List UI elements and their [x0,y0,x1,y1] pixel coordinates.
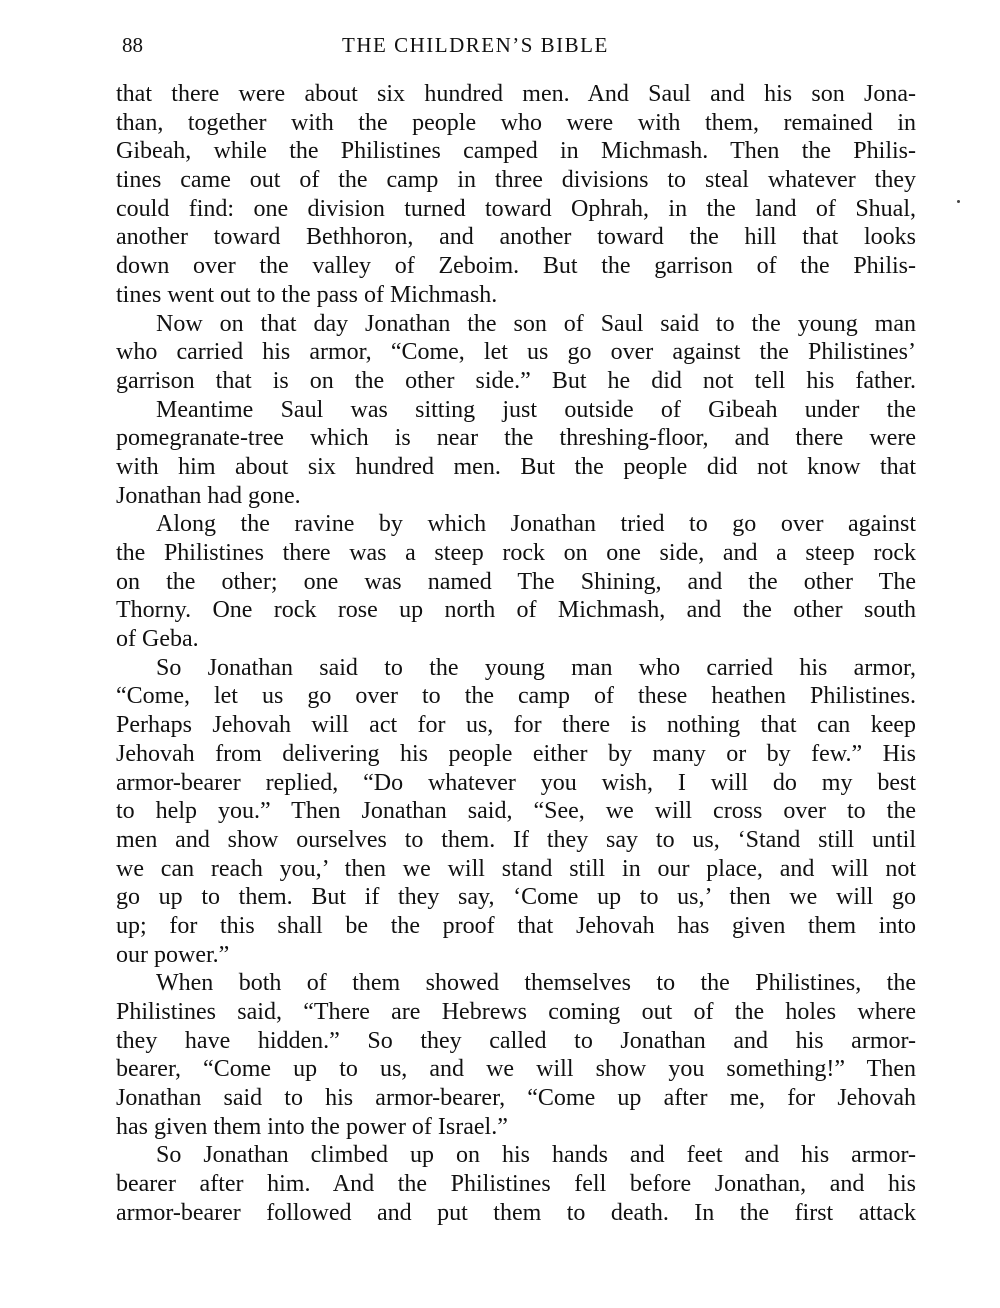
text-line: with him about six hundred men. But the people did not know that [116,453,916,480]
text-line: men and show ourselves to them. If they say to us, ‘Stand still until [116,826,916,853]
text-line: armor-bearer followed and put them to death. In the first attack [116,1199,916,1226]
text-line: down over the valley of Zeboim. But the garrison of the Philis- [116,253,916,280]
running-title: THE CHILDREN’S BIBLE [342,33,609,57]
text-line: pomegranate-tree which is near the threshing-floor, and there were [116,425,916,452]
page-number: 88 [122,33,143,57]
text-line: bearer after him. And the Philistines fell before Jonathan, and his [116,1171,916,1198]
text-line: to help you.” Then Jonathan said, “See, we will cross over to the [116,798,916,825]
text-line: they have hidden.” So they called to Jonathan and his armor- [116,1027,916,1054]
text-line: on the other; one was named The Shining, and the other The [116,568,916,595]
page-header [122,28,912,62]
text-line: So Jonathan said to the young man who carried his armor, [156,654,916,681]
text-line: Jehovah from delivering his people either by many or by few.” His [116,740,916,767]
text-line: When both of them showed themselves to the Philistines, the [156,970,916,997]
text-line: Perhaps Jehovah will act for us, for there is nothing that can keep [116,712,916,739]
text-line: “Come, let us go over to the camp of these heathen Philistines. [116,683,916,710]
text-line: than, together with the people who were with them, remained in [116,109,916,136]
text-line: go up to them. But if they say, ‘Come up to us,’ then we will go [116,884,916,911]
text-line: Now on that day Jonathan the son of Saul said to the young man [156,310,916,337]
text-line: garrison that is on the other side.” But he did not tell his father. [116,367,916,394]
text-line: another toward Bethhoron, and another toward the hill that looks [116,224,916,251]
text-line: tines went out to the pass of Michmash. [116,281,498,308]
text-line: Jonathan had gone. [116,482,301,509]
text-line: Gibeah, while the Philistines camped in Michmash. Then the Philis- [116,138,916,165]
text-line: could find: one division turned toward Ophrah, in the land of Shual, [116,195,916,222]
text-line: has given them into the power of Israel.” [116,1113,508,1140]
text-line: Along the ravine by which Jonathan tried to go over against [156,511,916,538]
text-line: armor-bearer replied, “Do whatever you wish, I will do my best [116,769,916,796]
text-line: our power.” [116,941,230,968]
text-line: tines came out of the camp in three divisions to steal whatever they [116,167,916,194]
text-line: we can reach you,’ then we will stand still in our place, and will not [116,855,916,882]
text-line: of Geba. [116,626,199,653]
text-line: Meantime Saul was sitting just outside of Gibeah under the [156,396,916,423]
stray-ink-mark [957,200,960,203]
text-line: Thorny. One rock rose up north of Michmash, and the other south [116,597,916,624]
text-line: up; for this shall be the proof that Jehovah has given them into [116,912,916,939]
text-line: So Jonathan climbed up on his hands and feet and his armor- [156,1142,916,1169]
text-line: Jonathan said to his armor-bearer, “Come up after me, for Jehovah [116,1085,916,1112]
text-line: who carried his armor, “Come, let us go over against the Philistines’ [116,339,916,366]
text-line: the Philistines there was a steep rock on one side, and a steep rock [116,540,916,566]
text-line: bearer, “Come up to us, and we will show you something!” Then [116,1056,916,1083]
body-text [116,80,916,1228]
text-line: Philistines said, “There are Hebrews coming out of the holes where [116,999,916,1025]
text-line: that there were about six hundred men. And Saul and his son Jona- [116,81,916,107]
